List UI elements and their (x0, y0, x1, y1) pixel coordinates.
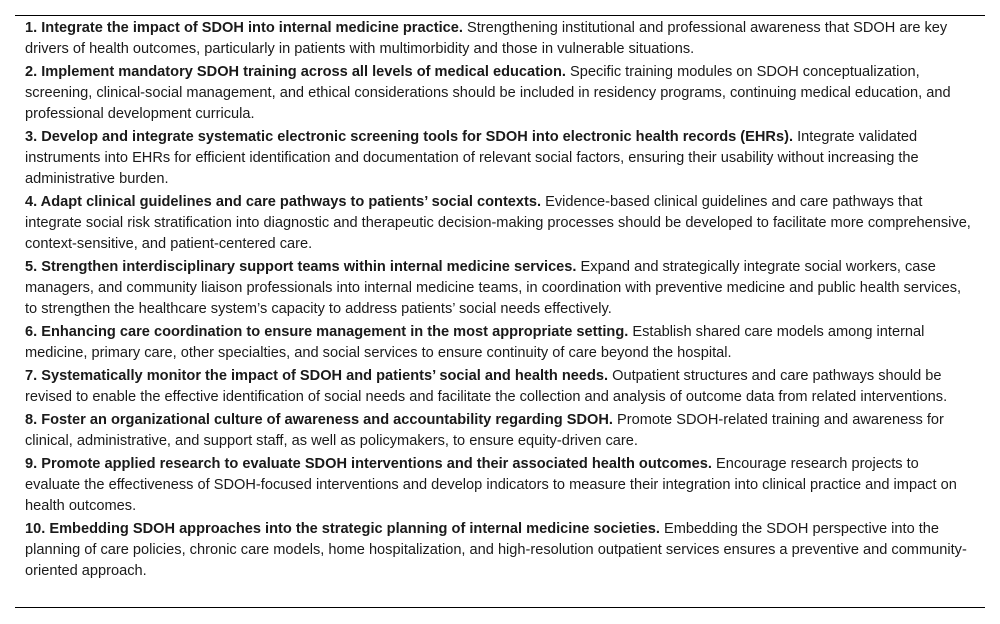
recommendation-4 (25, 192, 975, 255)
recommendation-body: Strengthening institutional and professional awareness that SDOH are key drivers of health outcomes, particularly in patients with multimorbidity and those in vulnerable situations. (25, 20, 948, 57)
recommendation-9 (25, 454, 975, 517)
recommendation-title: 3. Develop and integrate systematic electronic screening tools for SDOH into electronic health records (EHRs). (25, 129, 793, 145)
recommendation-title: 10. Embedding SDOH approaches into the strategic planning of internal medicine societies. (25, 521, 660, 537)
recommendation-body: Promote SDOH-related training and awareness for clinical, administrative, and support staff, as well as policymakers, to ensure equity-driven care. (25, 412, 944, 449)
recommendation-5 (25, 257, 975, 320)
recommendation-body: Outpatient structures and care pathways should be revised to enable the effective identification of social needs and facilitate the collection and analysis of outcome data from related interventions. (25, 368, 948, 405)
recommendation-body: Specific training modules on SDOH conceptualization, screening, clinical-social management, and ethical considerations should be included in residency programs, continuing medical education, and professional development curricula. (25, 64, 951, 122)
recommendation-title: 7. Systematically monitor the impact of SDOH and patients’ social and health needs. (25, 368, 609, 384)
recommendation-body: Establish shared care models among internal medicine, primary care, other specialties, and social services to ensure continuity of care beyond the hospital. (25, 324, 925, 361)
recommendation-body: Embedding the SDOH perspective into the planning of care policies, chronic care models, home hospitalization, and high-resolution outpatient services ensures a preventive and community-oriented approach. (25, 521, 967, 579)
recommendation-7 (25, 366, 975, 408)
recommendation-title: 9. Promote applied research to evaluate SDOH interventions and their associated health outcomes. (25, 456, 712, 472)
recommendation-title: 8. Foster an organizational culture of awareness and accountability regarding SDOH. (25, 412, 613, 428)
recommendation-title: 2. Implement mandatory SDOH training across all levels of medical education. (25, 64, 566, 80)
recommendation-title: 6. Enhancing care coordination to ensure management in the most appropriate setting. (25, 324, 629, 340)
recommendation-2 (25, 62, 975, 125)
recommendation-body: Integrate validated instruments into EHRs for efficient identification and documentation of relevant social factors, ensuring their usability without increasing the administrative burden. (25, 129, 919, 187)
recommendation-title: 5. Strengthen interdisciplinary support teams within internal medicine services. (25, 259, 577, 275)
recommendation-6 (25, 322, 975, 364)
recommendation-title: 4. Adapt clinical guidelines and care pathways to patients’ social contexts. (25, 194, 542, 210)
recommendations-table (15, 15, 985, 608)
recommendation-title: 1. Integrate the impact of SDOH into internal medicine practice. (25, 20, 463, 36)
recommendation-3 (25, 127, 975, 190)
recommendation-8 (25, 410, 975, 452)
recommendations-list (15, 16, 985, 582)
recommendation-1 (25, 18, 975, 60)
recommendation-10 (25, 519, 975, 582)
recommendation-body: Expand and strategically integrate social workers, case managers, and community liaison professionals into internal medicine teams, in coordination with preventive medicine and public health services, to strengthen the healthcare system’s capacity to address patients’ social needs effectively. (25, 259, 962, 317)
recommendation-body: Encourage research projects to evaluate the effectiveness of SDOH-focused interventions and develop indicators to measure their integration into clinical practice and impact on health outcomes. (25, 456, 957, 514)
recommendation-body: Evidence-based clinical guidelines and care pathways that integrate social risk stratification into diagnostic and therapeutic decision-making processes should be developed to facilitate more comprehensive, context-sensitive, and patient-centered care. (25, 194, 971, 252)
